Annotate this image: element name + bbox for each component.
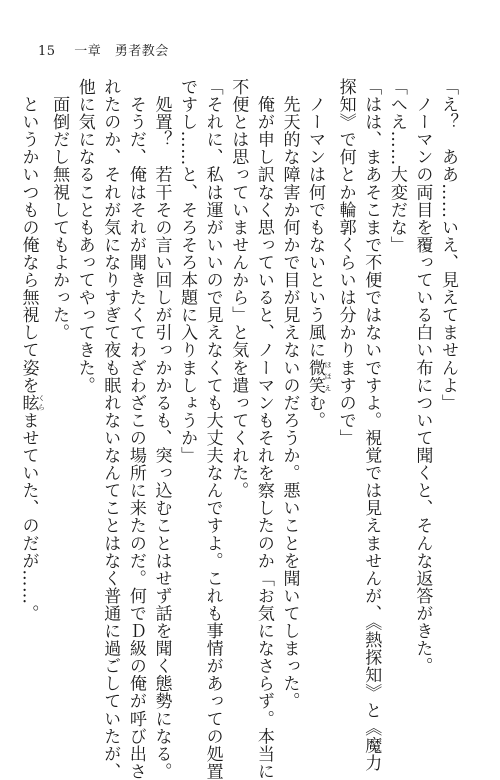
text-line-17-after: ませていた、のだが……。 xyxy=(18,411,39,623)
text-line-7: 先天的な障害か何かで目が見えないのだろうか。悪いことを聞いてしまった。 xyxy=(279,78,300,710)
text-line-15: 他に気になることもあってやってきた。 xyxy=(74,78,95,394)
text-line-1: 「え？ ああ……いえ、見えてませんよ」 xyxy=(438,78,458,412)
text-line-2: ノーマンの両目を覆っている白い布について聞くと、そんな返答がきた。 xyxy=(412,78,433,675)
page-number: 15 xyxy=(38,44,56,59)
vertical-text-body xyxy=(18,78,460,780)
ruby-hohoemu: 微笑 ほほえ xyxy=(305,358,333,394)
text-line-6 xyxy=(301,78,332,688)
text-line-9: 不便とは思っていませんから」と気を遣ってくれた。 xyxy=(228,78,249,500)
text-line-8: 俺が申し訳なく思っていると、ノーマンもそれを察したのか「お気になさらず。本当に xyxy=(253,78,274,780)
text-line-6-before: ノーマンは何でもないという風に xyxy=(305,78,326,359)
text-line-14: れたのか、それが気になりすぎて夜も眠れないなんてことはなく普通に過ごしていたが、 xyxy=(100,78,121,780)
text-line-13: そうだ、俺はそれが聞きたくてわざわざこの場所に来たのだ。何でＤ級の俺が呼び出さ xyxy=(125,78,146,780)
text-line-10: 「それに、私は運がいいので見えなくても大丈夫なんですよ。これも事情があっての処置 xyxy=(202,78,223,780)
ruby-kuramasu: 眩 くら xyxy=(18,393,46,412)
chapter-title: 一章 勇者教会 xyxy=(74,44,169,59)
text-line-11: ですし……と、そろそろ本題に入りましょうか」 xyxy=(177,78,198,465)
running-header xyxy=(38,40,169,59)
text-line-17 xyxy=(15,78,46,688)
text-line-5: 探知》で何とか輪郭くらいは分かりますので」 xyxy=(335,78,356,447)
text-line-16: 面倒だし無視してもよかった。 xyxy=(49,78,70,342)
text-line-3: 「へえ……大変だな」 xyxy=(386,78,407,254)
text-line-17-before: というかいつもの俺なら無視して姿を xyxy=(18,78,39,394)
text-line-6-after: む。 xyxy=(305,393,326,430)
text-line-4: 「はは、まあそこまで不便ではないですよ。視覚では見えませんが、《熱探知》と《魔力 xyxy=(361,78,382,772)
text-line-12: 処置？ 若干その言い回しが引っかかるも、突っ込むことはせず話を聞く態勢になる。 xyxy=(151,78,172,780)
